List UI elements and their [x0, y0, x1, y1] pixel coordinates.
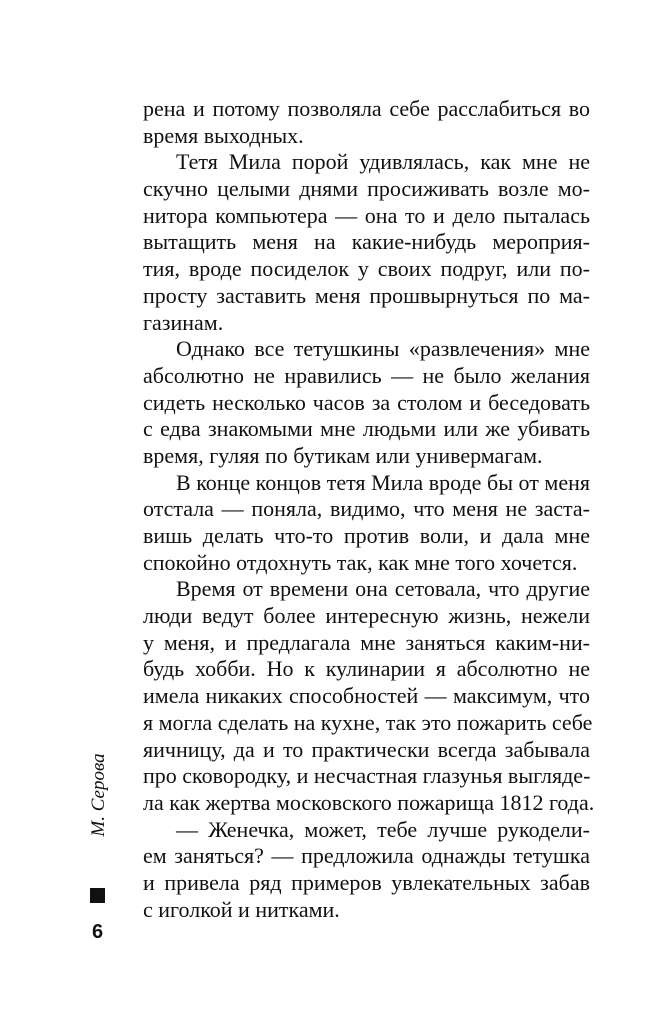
text-line: у меня, и предлагала мне заняться каким-ни-	[143, 629, 590, 655]
text-line: скучно целыми днями просиживать возле мо-	[143, 176, 590, 202]
text-line: В конце концов тетя Мила вроде бы от меня	[176, 469, 590, 495]
text-line: люди ведут более интересную жизнь, нежели	[143, 603, 590, 629]
text-line: с иголкой и нитками.	[143, 896, 340, 922]
page-number: 6	[92, 921, 104, 943]
text-line: про сковородку, и несчастная глазунья выгляде-	[143, 763, 591, 789]
text-line: абсолютно не нравились — не было желания	[143, 362, 590, 388]
text-line: нитора компьютера — она то и дело пыталась	[143, 202, 590, 228]
text-line: вишь делать что-то против воли, и дала мне	[143, 523, 590, 548]
text-line: я могла сделать на кухне, так это пожарить себе	[143, 709, 593, 735]
text-line: с едва знакомыми мне людьми или же убивать	[143, 416, 590, 442]
text-line: ем заняться? — предложила однажды тетушка	[143, 843, 590, 869]
text-line: время выходных.	[143, 122, 304, 148]
page-marker-square	[90, 888, 105, 903]
body-text	[143, 96, 595, 923]
text-line: вытащить меня на какие-нибудь мероприя-	[143, 229, 590, 255]
text-line: ла как жертва московского пожарища 1812 года.	[143, 789, 595, 815]
text-line: отстала — поняла, видимо, что меня не заста-	[143, 496, 590, 522]
text-line: рена и потому позволяла себе расслабиться во	[143, 96, 590, 121]
text-line: время, гуляя по бутикам или универмагам.	[143, 442, 543, 468]
text-line: яичницу, да и то практически всегда забывала	[143, 736, 590, 762]
text-line: — Женечка, может, тебе лучше рукодели-	[176, 816, 590, 842]
text-line: Однако все тетушкины «развлечения» мне	[176, 336, 590, 362]
text-line: Время от времени она сетовала, что другие	[176, 576, 590, 602]
text-line: просту заставить меня прошвырнуться по ма-	[143, 282, 590, 308]
text-line: спокойно отдохнуть так, как мне того хочется.	[143, 549, 578, 575]
text-line: тия, вроде посиделок у своих подруг, или по-	[143, 256, 590, 282]
text-line: сидеть несколько часов за столом и беседовать	[143, 389, 590, 415]
text-line: газинам.	[143, 309, 224, 335]
text-line: будь хобби. Но к кулинарии я абсолютно не	[143, 656, 590, 682]
author-name: М. Серова	[88, 753, 109, 837]
text-line: и привела ряд примеров увлекательных забав	[143, 869, 590, 895]
text-line: имела никаких способностей — максимум, что	[143, 683, 590, 709]
text-line: Тетя Мила порой удивлялась, как мне не	[176, 149, 590, 175]
